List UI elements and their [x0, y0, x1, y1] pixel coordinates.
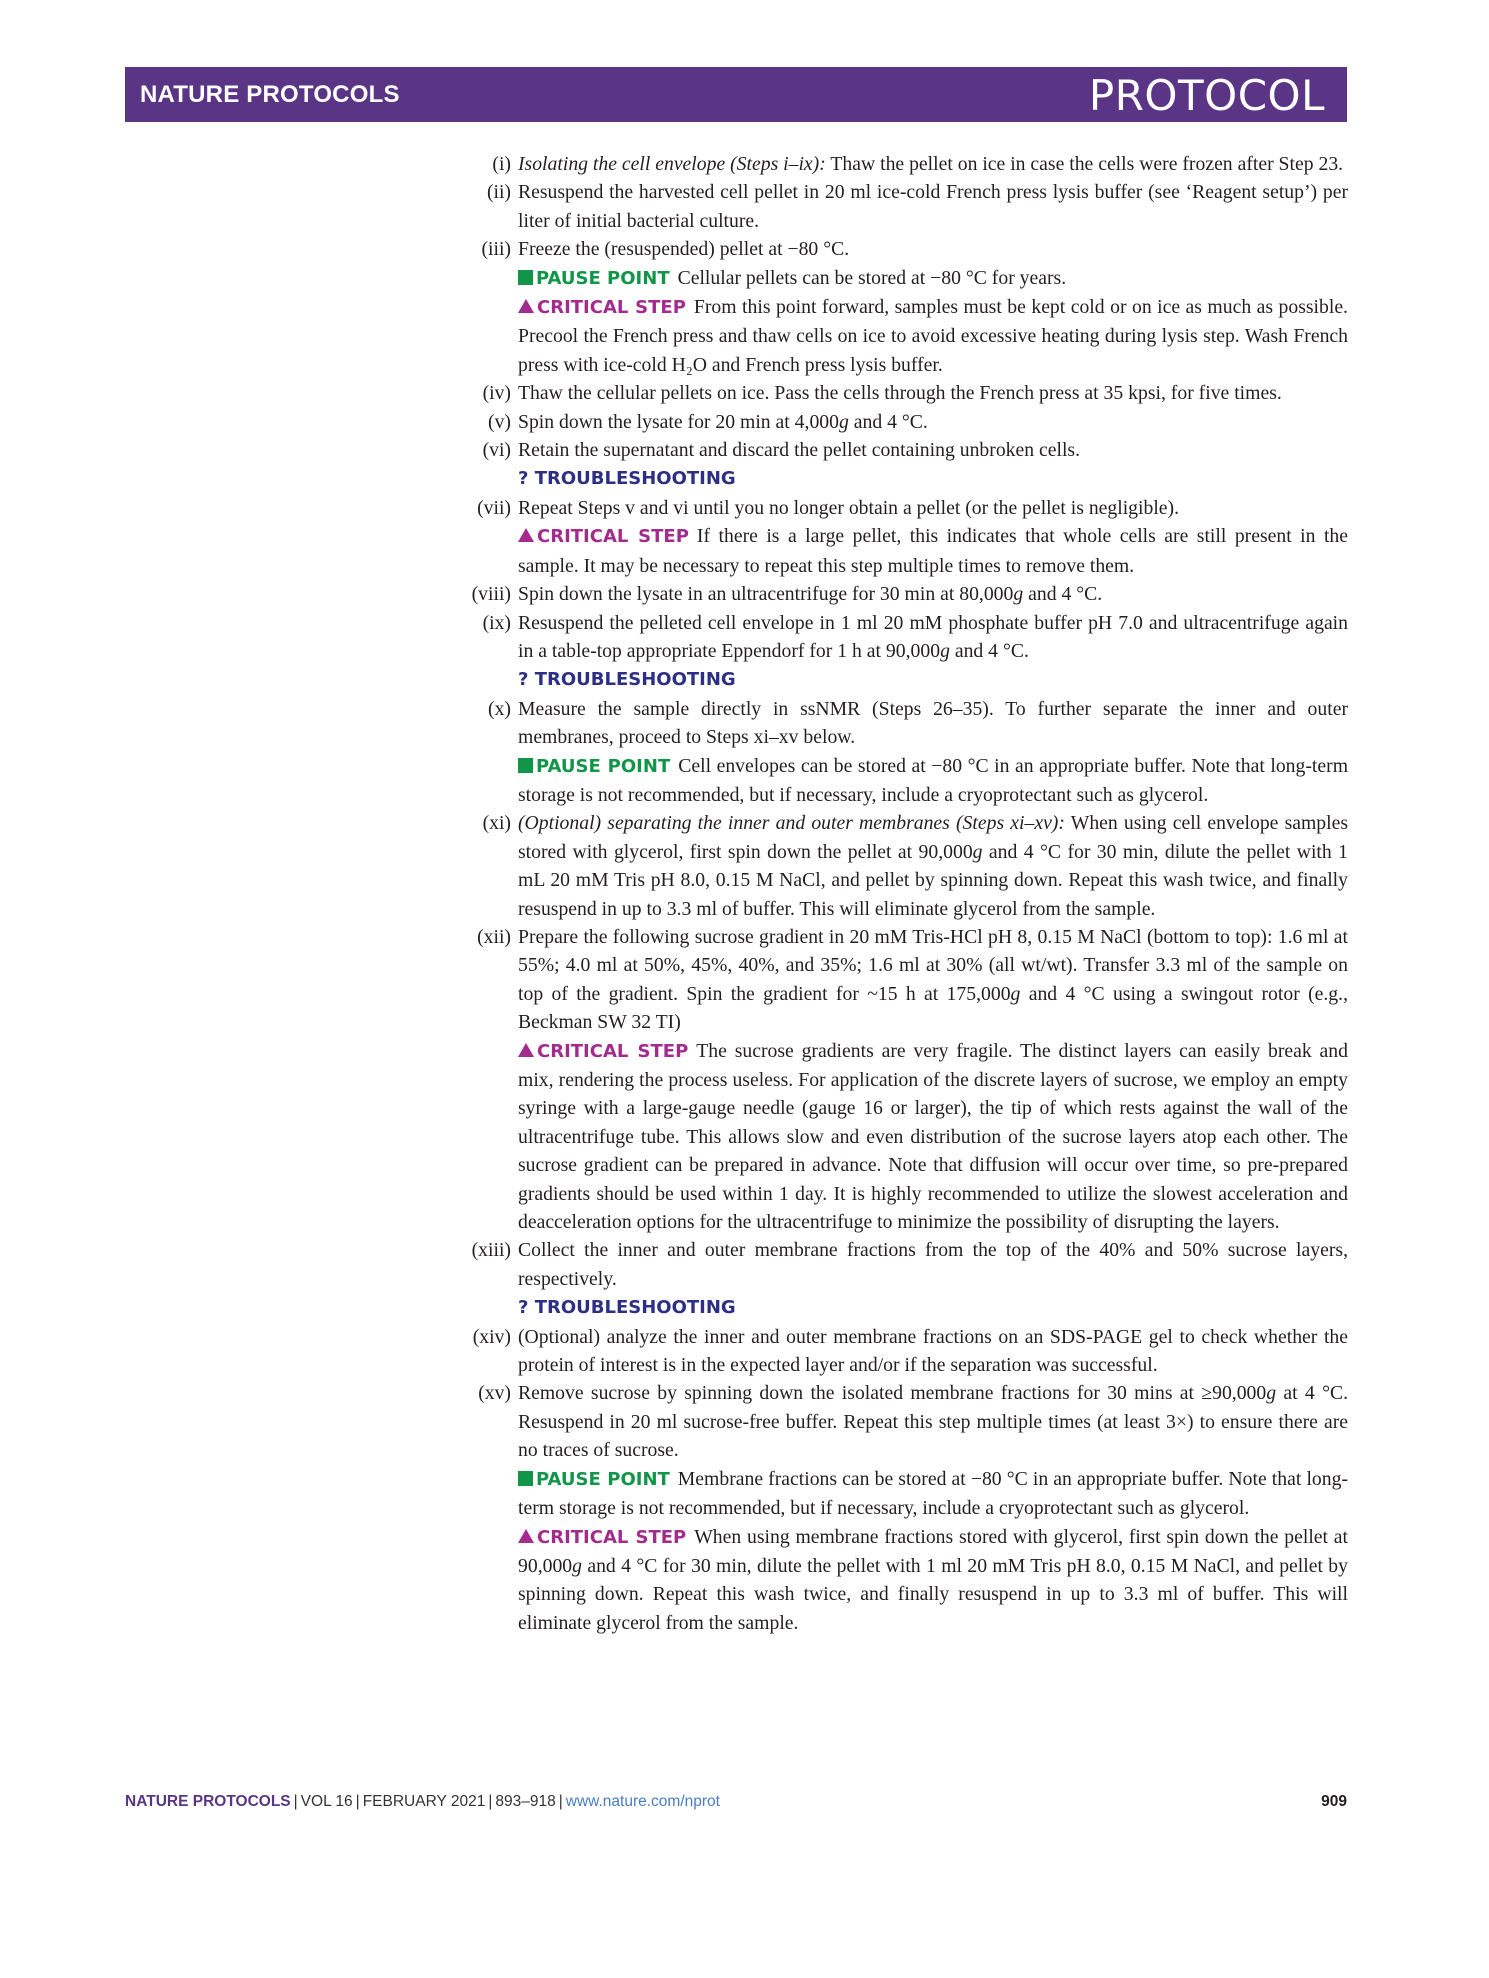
critical-triangle-icon	[518, 1043, 534, 1057]
troubleshooting-label: ? TROUBLESHOOTING	[518, 1297, 736, 1319]
step-number: (xiii)	[471, 1239, 511, 1262]
footer-separator: |	[355, 1793, 360, 1810]
step-iv	[460, 379, 1348, 407]
footer-separator: |	[558, 1793, 563, 1810]
critical-step-text: The sucrose gradients are very fragile. The distinct layers can easily break and mix, rendering the process useless. For application of the discrete layers of sucrose, we employ an empty syringe with a large-gauge needle (gauge 16 or larger), the tip of which rests against the wall of the ultracentrifuge tube. This allows slow and even distribution of the sucrose layers atop each other. The sucrose gradient can be prepared in advance. Note that diffusion will occur over time, so pre-prepared gradients should be used within 1 day. It is highly recommended to utilize the slowest acceleration and deacceleration options for the ultracentrifuge to minimize the possibility of disrupting the layers.	[518, 1039, 1348, 1234]
critical-step-label: CRITICAL STEP	[537, 1526, 687, 1548]
step-text: Resuspend the harvested cell pellet in 20 ml ice-cold French press lysis buffer (see ‘Reagent setup’) per liter of initial bacterial culture.	[518, 181, 1348, 232]
step-number: (ii)	[486, 181, 511, 204]
critical-step-text: If there is a large pellet, this indicates that whole cells are still present in the sample. It may be necessary to repeat this step multiple times to remove them.	[518, 525, 1348, 577]
step-number: (iv)	[482, 382, 511, 405]
critical-step-text-end: and 4 °C for 30 min, dilute the pellet with 1 ml 20 mM Tris pH 8.0, 0.15 M NaCl, and pellet by spinning down. Repeat this wash twice, and finally resuspend in up to 3.3 ml of buffer. This will eliminate glycerol from the sample.	[518, 1554, 1348, 1634]
step-number: (xii)	[477, 925, 511, 948]
pause-point-label: PAUSE POINT	[536, 755, 671, 777]
step-xv	[460, 1379, 1348, 1637]
footer-separator: |	[293, 1793, 298, 1810]
footer-separator: |	[488, 1793, 493, 1810]
step-xi	[460, 809, 1348, 923]
pause-square-icon	[518, 270, 533, 285]
critical-step-label: CRITICAL STEP	[537, 526, 689, 548]
step-heading: (Optional) separating the inner and outer membranes (Steps xi–xv):	[518, 812, 1065, 835]
critical-triangle-icon	[518, 528, 534, 542]
step-i	[460, 150, 1348, 178]
step-text: Spin down the lysate in an ultracentrifuge for 30 min at 80,000	[518, 583, 1014, 606]
step-text-end: and 4 °C.	[949, 639, 1029, 662]
step-iii	[460, 235, 1348, 379]
pause-point-note	[518, 1465, 1348, 1523]
step-text-end: and 4 °C for 30 min, dilute the pellet with 1 mL 20 mM Tris pH 8.0, 0.15 M NaCl, and pellet by spinning down. Repeat this wash twice, and finally resuspend in up to 3.3 ml of buffer. This will eliminate glycerol from the sample.	[518, 840, 1348, 920]
page-footer	[125, 1793, 1347, 1811]
critical-step-note	[518, 293, 1348, 379]
critical-triangle-icon	[518, 1529, 534, 1543]
step-text: Thaw the cellular pellets on ice. Pass the cells through the French press at 35 kpsi, for five times.	[518, 382, 1282, 405]
g-force-unit: g	[1013, 583, 1024, 606]
step-x	[460, 695, 1348, 810]
troubleshooting-label: ? TROUBLESHOOTING	[518, 468, 736, 490]
step-text-end: and 4 °C using a swingout rotor (e.g., Beckman SW 32 TI)	[518, 982, 1348, 1034]
footer-url-link[interactable]: www.nature.com/nprot	[565, 1793, 720, 1810]
step-text: Remove sucrose by spinning down the isolated membrane fractions for 30 mins at ≥90,000	[518, 1382, 1267, 1405]
troubleshooting-note	[518, 1293, 1348, 1322]
step-xiii	[460, 1236, 1348, 1322]
pause-point-label: PAUSE POINT	[536, 1468, 670, 1490]
pause-square-icon	[518, 1471, 533, 1486]
g-force-unit: g	[972, 840, 983, 863]
step-vi	[460, 436, 1348, 494]
step-xiv	[460, 1323, 1348, 1380]
pause-point-note	[518, 752, 1348, 810]
g-force-unit: g	[1010, 982, 1021, 1005]
critical-step-label: CRITICAL STEP	[537, 1040, 689, 1062]
pause-point-label: PAUSE POINT	[536, 267, 670, 289]
g-force-unit: g	[838, 410, 849, 433]
troubleshooting-note	[518, 464, 1348, 493]
g-force-unit: g	[940, 639, 950, 662]
page-number: 909	[1321, 1793, 1347, 1810]
footer-date: FEBRUARY 2021	[362, 1793, 486, 1810]
pause-point-text: Cell envelopes can be stored at −80 °C in an appropriate buffer. Note that long-term storage is not recommended, but if necessary, include a cryoprotectant such as glycerol.	[518, 754, 1349, 806]
critical-step-note	[518, 1523, 1348, 1638]
step-xii	[460, 923, 1348, 1236]
critical-step-note	[518, 1037, 1348, 1237]
step-number: (xv)	[478, 1382, 511, 1405]
g-force-unit: g	[572, 1554, 582, 1577]
step-vii	[460, 494, 1348, 580]
step-number: (x)	[488, 697, 511, 720]
step-v	[460, 408, 1348, 436]
pause-point-text: Membrane fractions can be stored at −80 °C in an appropriate buffer. Note that long-term storage is not recommended, but if necessary, include a cryoprotectant such as glycerol.	[518, 1467, 1349, 1520]
step-number: (vii)	[477, 496, 511, 519]
critical-step-text: From this point forward, samples must be kept cold or on ice as much as possible. Precool the French press and thaw cells on ice to avoid excessive heating during lysis step. Wash French press with ice-cold H₂O and French press lysis buffer.	[518, 296, 1348, 376]
step-viii	[460, 580, 1348, 608]
critical-triangle-icon	[518, 299, 534, 313]
troubleshooting-note	[518, 665, 1348, 694]
pause-point-text: Cellular pellets can be stored at −80 °C for years.	[677, 266, 1067, 289]
pause-square-icon	[518, 758, 533, 773]
step-text: Prepare the following sucrose gradient in 20 mM Tris-HCl pH 8, 0.15 M NaCl (bottom to top): 1.6 ml at 55%; 4.0 ml at 50%, 45%, 40%, and 35%; 1.6 ml at 30% (all wt/wt). Transfer 3.3 ml of the sample on top of the gradient. Spin the gradient for ~15 h at 175,000	[518, 925, 1348, 1005]
step-number: (xi)	[482, 812, 511, 835]
step-number: (vi)	[482, 439, 511, 462]
step-text: Freeze the (resuspended) pellet at −80 °C.	[518, 238, 850, 261]
step-text-end: and 4 °C.	[1023, 583, 1103, 606]
critical-step-label: CRITICAL STEP	[537, 297, 686, 319]
critical-step-text: When using membrane fractions stored with glycerol, first spin down the pellet at 90,000	[518, 1525, 1348, 1577]
step-number: (xiv)	[472, 1325, 511, 1348]
step-ii	[460, 178, 1348, 235]
critical-step-note	[518, 522, 1348, 580]
footer-pages: 893–918	[495, 1793, 556, 1810]
step-text: Measure the sample directly in ssNMR (Steps 26–35). To further separate the inner and outer membranes, proceed to Steps xi–xv below.	[518, 697, 1348, 749]
step-text-end: and 4 °C.	[848, 410, 928, 433]
step-text-end: at 4 °C. Resuspend in 20 ml sucrose-free buffer. Repeat this step multiple times (at least 3×) to ensure there are no traces of sucrose.	[518, 1382, 1348, 1462]
footer-volume: VOL 16	[300, 1793, 353, 1810]
step-text: Collect the inner and outer membrane fractions from the top of the 40% and 50% sucrose layers, respectively.	[518, 1239, 1348, 1290]
article-type-label: PROTOCOL	[1088, 71, 1325, 120]
journal-header-bar	[125, 67, 1347, 122]
step-number: (viii)	[471, 583, 511, 606]
step-text: Thaw the pellet on ice in case the cells were frozen after Step 23.	[825, 153, 1344, 175]
step-text: When using cell envelope samples stored with glycerol, first spin down the pellet at 90,000	[518, 812, 1348, 863]
step-text: (Optional) analyze the inner and outer membrane fractions on an SDS-PAGE gel to check whether the protein of interest is in the expected layer and/or if the separation was successful.	[518, 1325, 1348, 1377]
step-number: (ix)	[482, 611, 511, 634]
step-heading: Isolating the cell envelope (Steps i–ix):	[518, 153, 826, 175]
step-number: (i)	[492, 153, 511, 175]
journal-name: NATURE PROTOCOLS	[140, 81, 400, 108]
step-ix	[460, 609, 1348, 695]
footer-journal-name: NATURE PROTOCOLS	[125, 1793, 291, 1810]
step-text: Resuspend the pelleted cell envelope in 1 ml 20 mM phosphate buffer pH 7.0 and ultracentrifuge again in a table-top appropriate Eppendorf for 1 h at 90,000	[518, 611, 1348, 662]
step-text: Repeat Steps v and vi until you no longer obtain a pellet (or the pellet is negligible).	[518, 496, 1180, 519]
procedure-steps	[460, 150, 1348, 1637]
step-number: (iii)	[481, 238, 511, 261]
step-text: Retain the supernatant and discard the pellet containing unbroken cells.	[518, 439, 1081, 462]
troubleshooting-label: ? TROUBLESHOOTING	[518, 669, 736, 691]
step-number: (v)	[488, 410, 511, 433]
step-text: Spin down the lysate for 20 min at 4,000	[518, 410, 839, 433]
pause-point-note	[518, 264, 1348, 293]
g-force-unit: g	[1266, 1382, 1277, 1405]
